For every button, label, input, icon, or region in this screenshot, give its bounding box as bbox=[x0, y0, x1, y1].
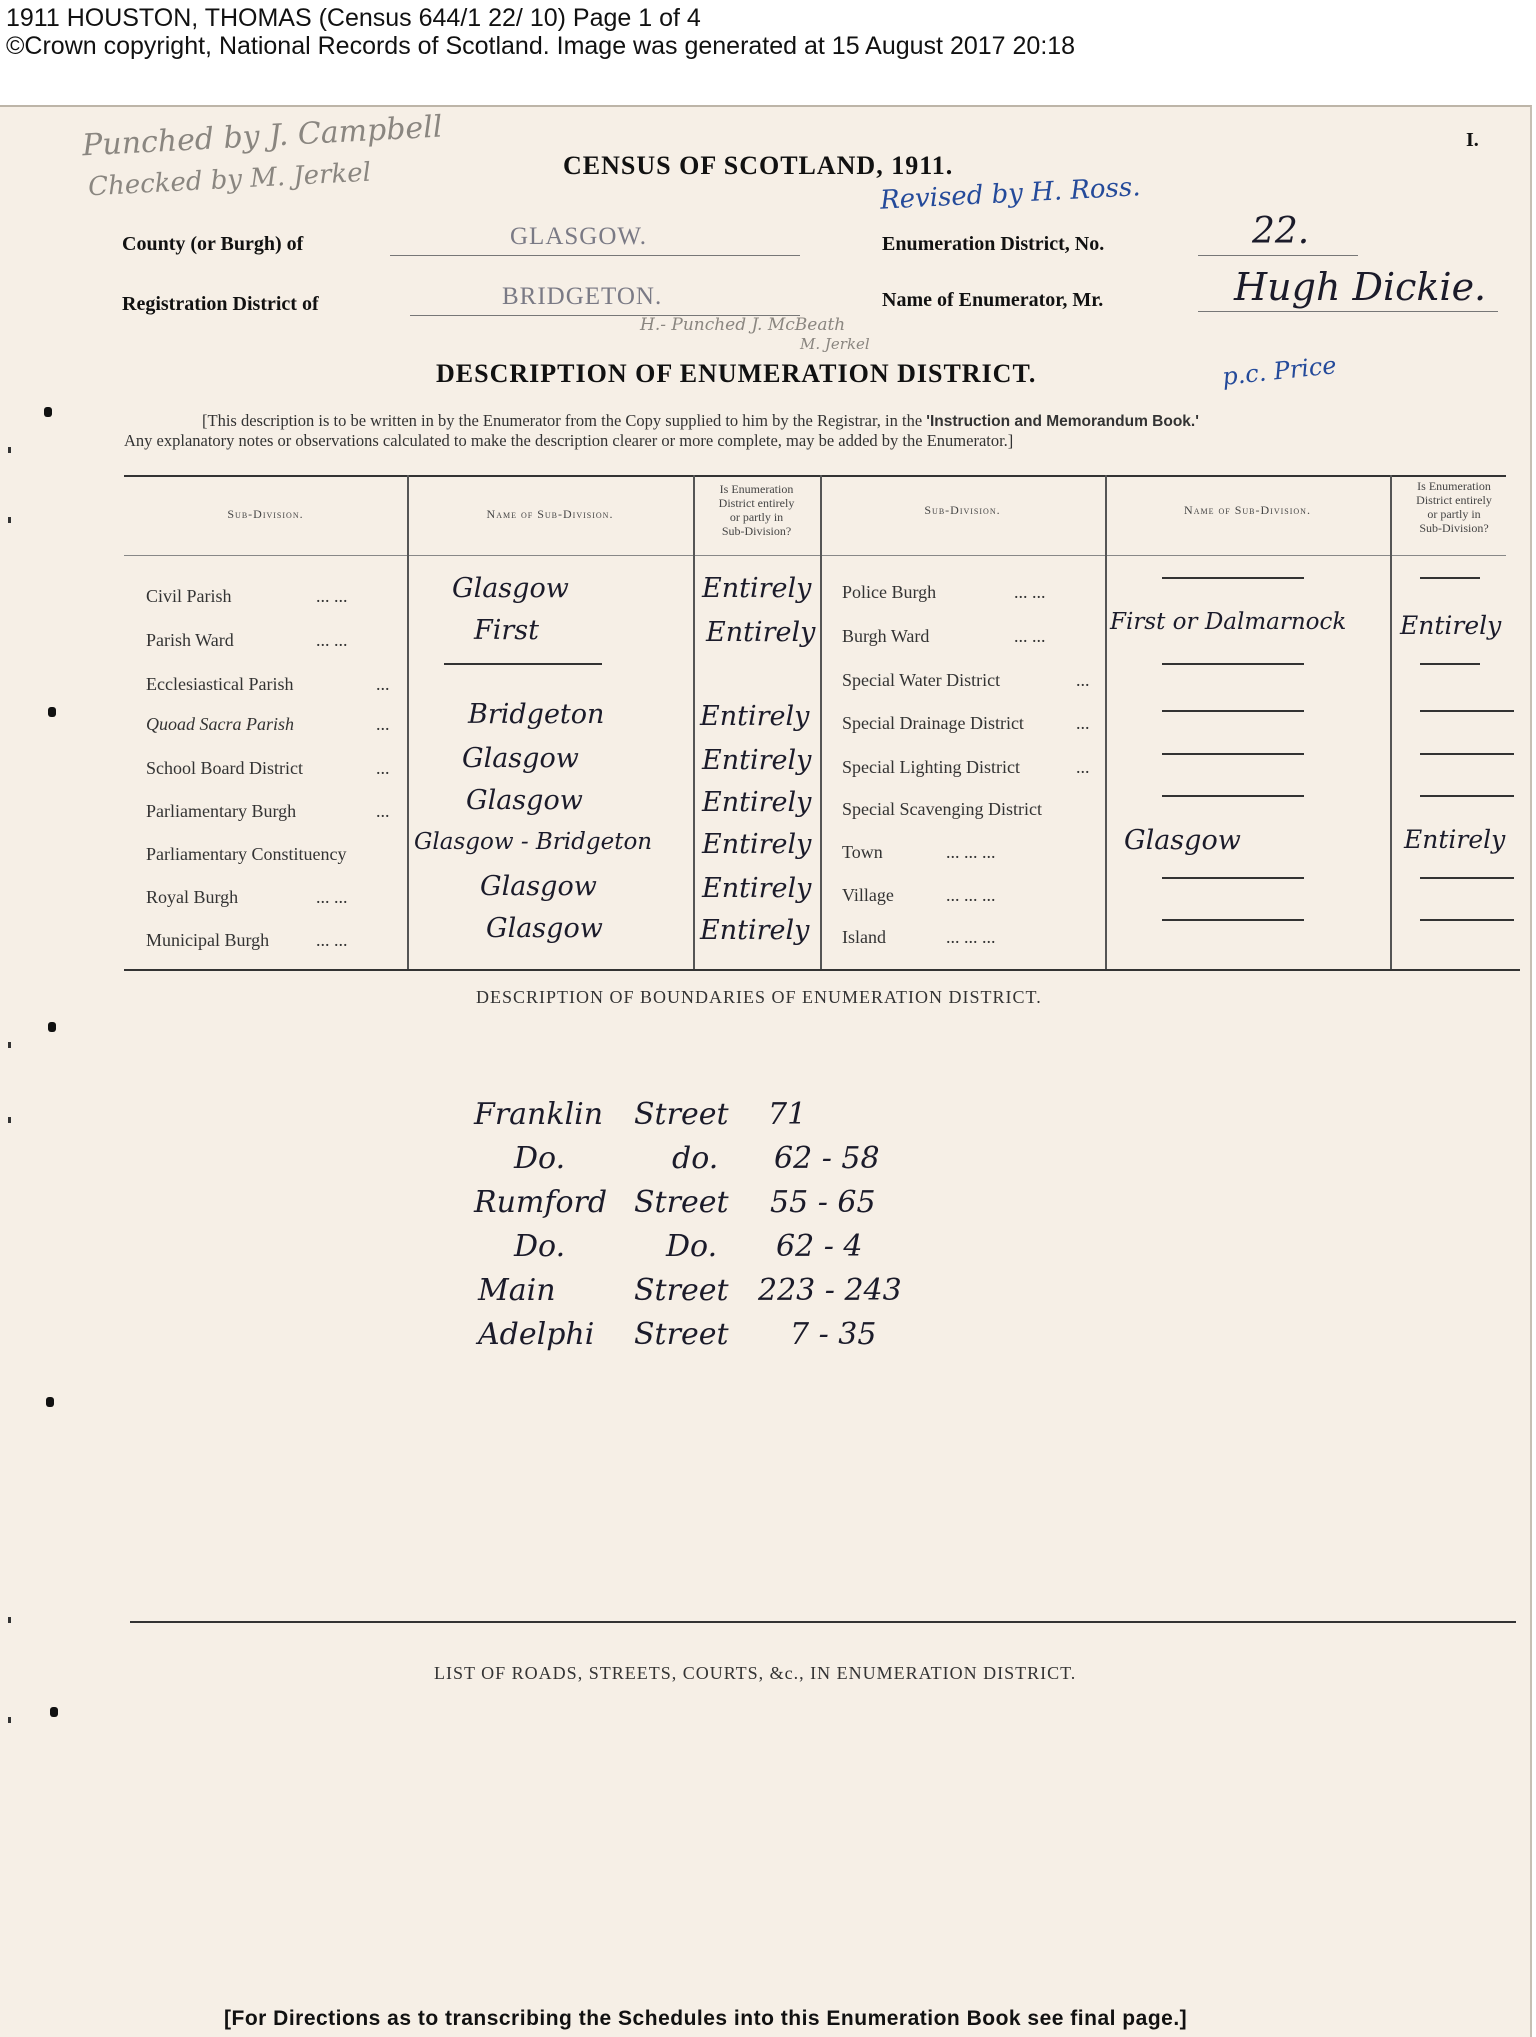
row-status: Entirely bbox=[1400, 611, 1502, 640]
row-status: Entirely bbox=[702, 573, 812, 604]
boundary-type: Street bbox=[634, 1317, 729, 1352]
enum-district-value: 22. bbox=[1252, 211, 1310, 252]
blank-dash bbox=[1420, 753, 1514, 755]
header-line-2: ©Crown copyright, National Records of Scotland. Image was generated at 15 August 2017 20:18 bbox=[6, 32, 1076, 60]
boundary-type: do. bbox=[672, 1141, 719, 1176]
header-entirely-line: Is Enumeration bbox=[1417, 479, 1491, 493]
row-dots: ... bbox=[1076, 713, 1090, 733]
enumerator-label: Name of Enumerator, Mr. bbox=[882, 289, 1104, 311]
pencil-note-punched: Punched by J. Campbell bbox=[81, 109, 444, 164]
row-dots: ... bbox=[376, 758, 390, 778]
boundary-street: Franklin bbox=[474, 1097, 604, 1132]
column-divider bbox=[1105, 475, 1107, 969]
row-dots: ... ... ... bbox=[946, 885, 996, 905]
header-entirely-right bbox=[1390, 479, 1518, 535]
boundary-numbers: 55 - 65 bbox=[770, 1185, 876, 1220]
blank-dash bbox=[1420, 795, 1514, 797]
blank-dash bbox=[1162, 753, 1304, 755]
row-label: Municipal Burgh bbox=[146, 930, 270, 950]
instruction-line-2: Any explanatory notes or observations calculated to make the description clearer or more complete, may be added by the Enumerator.] bbox=[124, 431, 1014, 450]
row-dots: ... bbox=[376, 801, 390, 821]
edge-mark bbox=[8, 1617, 11, 1623]
row-name: First or Dalmarnock bbox=[1110, 609, 1347, 635]
header-entirely-line: Sub-Division? bbox=[721, 524, 792, 538]
enum-district-line bbox=[1198, 255, 1358, 256]
row-status: Entirely bbox=[702, 873, 812, 904]
row-label: Civil Parish bbox=[146, 586, 232, 606]
row-label: Special Drainage District bbox=[842, 713, 1024, 733]
row-label: Parish Ward bbox=[146, 630, 234, 650]
boundary-numbers: 71 bbox=[768, 1097, 807, 1132]
punch-hole bbox=[46, 1397, 54, 1407]
row-name: First bbox=[474, 615, 539, 646]
instruction-line-1: [This description is to be written in by the Enumerator from the Copy supplied to him by the Registrar, in the bbox=[202, 411, 923, 430]
instruction-bold: 'Instruction and Memorandum Book.' bbox=[926, 413, 1199, 430]
row-label: School Board District bbox=[146, 758, 303, 778]
row-dots: ... ... ... bbox=[946, 842, 996, 862]
small-pencil-note: H.- Punched J. McBeath bbox=[640, 315, 846, 335]
column-divider bbox=[820, 475, 822, 969]
row-status: Entirely bbox=[1404, 825, 1506, 854]
column-divider bbox=[693, 475, 695, 969]
header-subdivision-left: Sub-Division. bbox=[227, 507, 304, 521]
county-value: GLASGOW. bbox=[510, 223, 647, 250]
boundary-type: Street bbox=[634, 1097, 729, 1132]
blank-dash bbox=[1420, 710, 1514, 712]
row-label: Island bbox=[842, 927, 886, 947]
column-divider bbox=[407, 475, 409, 969]
edge-mark bbox=[8, 1117, 11, 1123]
header-name-right: Name of Sub-Division. bbox=[1184, 503, 1311, 517]
row-label: Parliamentary Burgh bbox=[146, 801, 297, 821]
boundary-street: Adelphi bbox=[478, 1317, 595, 1352]
row-label: Village bbox=[842, 885, 894, 905]
row-label: Parliamentary Constituency bbox=[146, 844, 347, 864]
small-pencil-note-2: M. Jerkel bbox=[800, 335, 870, 353]
row-name: Glasgow bbox=[486, 913, 603, 944]
blank-dash bbox=[1162, 877, 1304, 879]
row-dots: ... ... bbox=[316, 930, 348, 950]
row-dots: ... ... bbox=[1014, 582, 1046, 602]
boundary-numbers: 223 - 243 bbox=[758, 1273, 902, 1308]
row-name: Glasgow bbox=[462, 743, 579, 774]
header-entirely-line: or partly in bbox=[1427, 507, 1481, 521]
row-dots: ... ... bbox=[316, 586, 348, 606]
header-entirely-line: Is Enumeration bbox=[719, 482, 794, 496]
blank-dash bbox=[1420, 919, 1514, 921]
edge-mark bbox=[8, 1042, 11, 1048]
punch-hole bbox=[50, 1707, 58, 1717]
boundary-numbers: 62 - 58 bbox=[774, 1141, 880, 1176]
header-name-left: Name of Sub-Division. bbox=[486, 507, 614, 521]
header-entirely-line: or partly in bbox=[729, 510, 784, 524]
header-entirely-line: District entirely bbox=[718, 496, 795, 510]
boundary-type: Do. bbox=[666, 1229, 718, 1264]
roads-title: LIST OF ROADS, STREETS, COURTS, &c., IN ENUMERATION DISTRICT. bbox=[434, 1663, 1077, 1683]
row-name: Glasgow - Bridgeton bbox=[414, 829, 653, 855]
row-label: Police Burgh bbox=[842, 582, 937, 602]
row-label: Special Lighting District bbox=[842, 757, 1020, 777]
row-dots: ... bbox=[1076, 757, 1090, 777]
punch-hole bbox=[44, 407, 52, 417]
row-label: Royal Burgh bbox=[146, 887, 239, 907]
page-number: I. bbox=[1466, 129, 1479, 151]
enumerator-line bbox=[1198, 311, 1498, 312]
edge-mark bbox=[8, 1717, 11, 1723]
header-line-1: 1911 HOUSTON, THOMAS (Census 644/1 22/ 10) Page 1 of 4 bbox=[6, 4, 701, 32]
county-line bbox=[390, 255, 800, 256]
row-dots: ... bbox=[1076, 670, 1090, 690]
edge-mark bbox=[8, 447, 11, 453]
enumerator-value: Hugh Dickie. bbox=[1234, 265, 1487, 309]
row-name: Glasgow bbox=[466, 785, 583, 816]
blank-dash bbox=[1162, 919, 1304, 921]
row-name: Glasgow bbox=[1124, 825, 1241, 856]
header-entirely-line: Sub-Division? bbox=[1419, 521, 1489, 535]
table-bottom-rule bbox=[124, 969, 1520, 971]
punch-hole bbox=[48, 1022, 56, 1032]
blue-note: p.c. Price bbox=[1220, 351, 1338, 391]
county-label: County (or Burgh) of bbox=[122, 233, 304, 255]
row-name: Glasgow bbox=[480, 871, 597, 902]
row-status: Entirely bbox=[706, 617, 816, 648]
blank-dash bbox=[1162, 663, 1304, 665]
row-label: Town bbox=[842, 842, 883, 862]
form-title: CENSUS OF SCOTLAND, 1911. bbox=[563, 151, 954, 180]
punch-hole bbox=[48, 707, 56, 717]
boundary-type: Street bbox=[634, 1273, 729, 1308]
row-dots: ... bbox=[376, 714, 390, 734]
row-status: Entirely bbox=[702, 787, 812, 818]
row-status: Entirely bbox=[700, 915, 810, 946]
row-dots: ... ... bbox=[316, 630, 348, 650]
pencil-note-checked: Checked by M. Jerkel bbox=[87, 157, 372, 203]
row-name: Bridgeton bbox=[468, 699, 605, 730]
blank-dash bbox=[444, 663, 602, 665]
boundary-street: Do. bbox=[514, 1229, 566, 1264]
boundaries-title: DESCRIPTION OF BOUNDARIES OF ENUMERATION DISTRICT. bbox=[476, 987, 1042, 1007]
boundary-street: Rumford bbox=[474, 1185, 608, 1220]
row-status: Entirely bbox=[700, 701, 810, 732]
header-subdivision-right: Sub-Division. bbox=[924, 503, 1001, 517]
row-label: Special Water District bbox=[842, 670, 1001, 690]
blank-dash bbox=[1420, 663, 1480, 665]
revised-note: Revised by H. Ross. bbox=[879, 172, 1142, 216]
row-name: Glasgow bbox=[452, 573, 569, 604]
footer-directions: [For Directions as to transcribing the Schedules into this Enumeration Book see final page.] bbox=[224, 2007, 1188, 2030]
registration-value: BRIDGETON. bbox=[502, 283, 663, 310]
blank-dash bbox=[1162, 710, 1304, 712]
row-label: Special Scavenging District bbox=[842, 799, 1042, 819]
enum-district-label: Enumeration District, No. bbox=[882, 233, 1105, 255]
header-entirely-left bbox=[693, 482, 820, 538]
column-divider bbox=[1390, 475, 1392, 969]
boundary-numbers: 62 - 4 bbox=[776, 1229, 863, 1264]
roads-top-rule bbox=[130, 1621, 1516, 1623]
boundary-street: Do. bbox=[514, 1141, 566, 1176]
table-header-rule bbox=[124, 555, 1506, 556]
blank-dash bbox=[1420, 577, 1480, 579]
blank-dash bbox=[1162, 577, 1304, 579]
row-dots: ... ... ... bbox=[946, 927, 996, 947]
row-label: Burgh Ward bbox=[842, 626, 930, 646]
row-status: Entirely bbox=[702, 829, 812, 860]
description-title: DESCRIPTION OF ENUMERATION DISTRICT. bbox=[436, 359, 1037, 388]
census-form-page bbox=[0, 105, 1532, 2037]
boundary-street: Main bbox=[478, 1273, 556, 1308]
header-entirely-line: District entirely bbox=[1416, 493, 1492, 507]
row-dots: ... ... bbox=[1014, 626, 1046, 646]
boundary-numbers: 7 - 35 bbox=[790, 1317, 877, 1352]
row-label: Ecclesiastical Parish bbox=[146, 674, 294, 694]
blank-dash bbox=[1420, 877, 1514, 879]
row-dots: ... bbox=[376, 674, 390, 694]
row-label: Quoad Sacra Parish bbox=[146, 714, 294, 734]
table-top-rule bbox=[124, 475, 1506, 477]
edge-mark bbox=[8, 517, 11, 523]
boundary-type: Street bbox=[634, 1185, 729, 1220]
row-status: Entirely bbox=[702, 745, 812, 776]
row-dots: ... ... bbox=[316, 887, 348, 907]
registration-label: Registration District of bbox=[122, 293, 319, 315]
blank-dash bbox=[1162, 795, 1304, 797]
